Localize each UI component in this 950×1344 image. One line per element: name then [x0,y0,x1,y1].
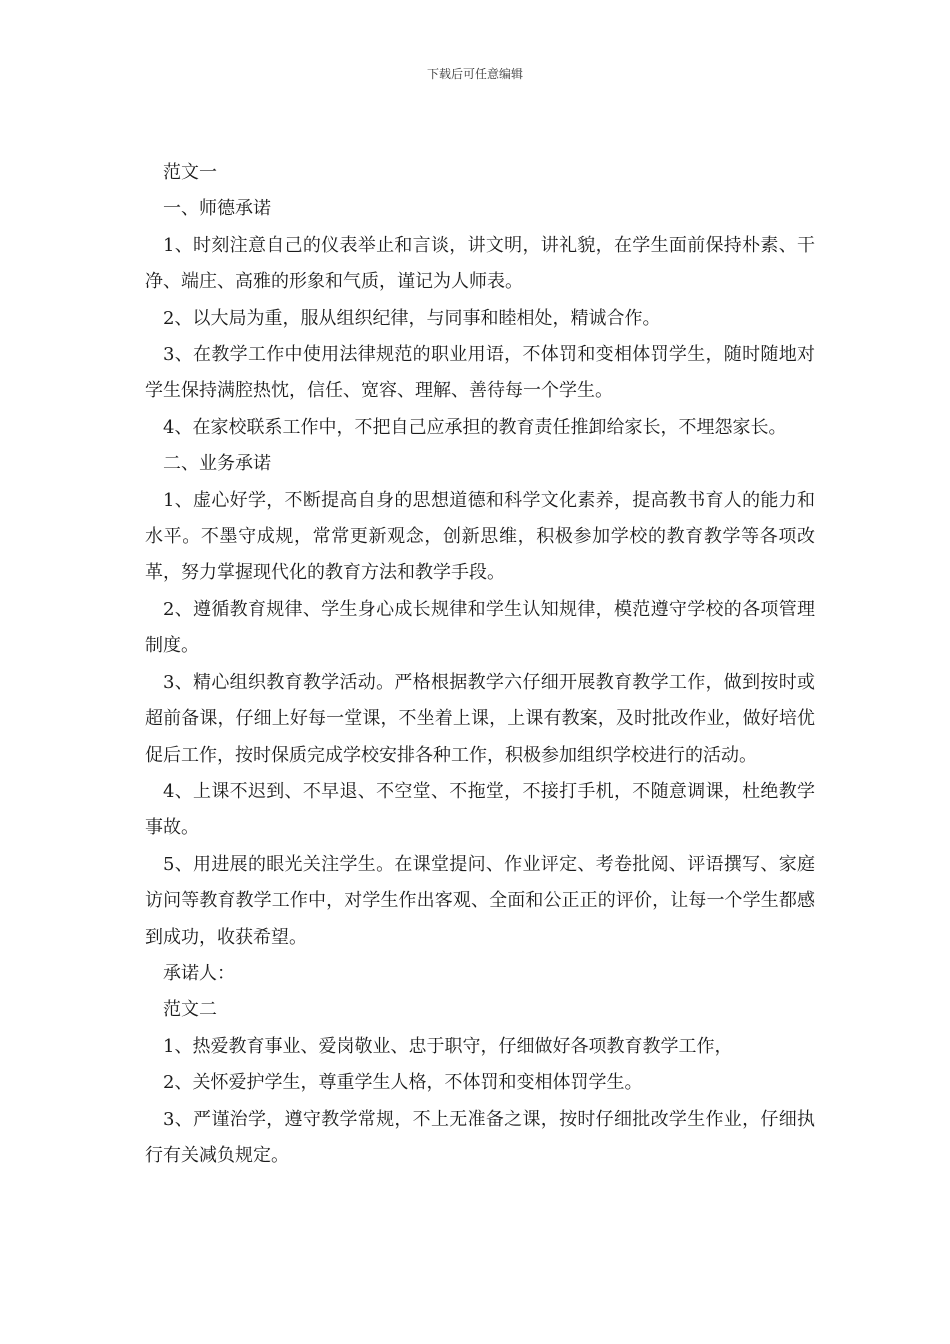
paragraph: 3、在教学工作中使用法律规范的职业用语，不体罚和变相体罚学生，随时随地对学生保持满腔热忱，信任、宽容、理解、善待每一个学生。 [145,344,815,402]
paragraph: 5、用进展的眼光关注学生。在课堂提问、作业评定、考卷批阅、评语撰写、家庭访问等教育教学工作中，对学生作出客观、全面和公正正的评价，让每一个学生都感到成功，收获希望。 [145,853,815,948]
heading-teacher-ethics-pledge: 一、师德承诺 [163,198,271,220]
paragraph: 4、在家校联系工作中，不把自己应承担的教育责任推卸给家长，不埋怨家长。 [163,416,787,438]
signature-label: 承诺人： [163,962,235,984]
section-title-sample-two: 范文二 [163,999,217,1021]
heading-professional-pledge: 二、业务承诺 [163,453,271,475]
section-title-sample-one: 范文一 [163,162,217,183]
paragraph: 4、上课不迟到、不早退、不空堂、不拖堂，不接打手机，不随意调课，杜绝教学事故。 [145,780,815,839]
paragraph: 2、关怀爱护学生，尊重学生人格，不体罚和变相体罚学生。 [163,1072,643,1094]
paragraph: 3、严谨治学，遵守教学常规，不上无准备之课，按时仔细批改学生作业，仔细执行有关减负规定。 [145,1108,815,1166]
paragraph: 1、热爱教育事业、爱岗敬业、忠于职守，仔细做好各项教育教学工作， [163,1035,733,1057]
paragraph: 1、虚心好学，不断提高自身的思想道德和科学文化素养，提高教书育人的能力和水平。不墨守成规，常常更新观念，创新思维，积极参加学校的教育教学等各项改革，努力掌握现代化的教育方法和教学手段。 [145,489,815,584]
paragraph: 3、精心组织教育教学活动。严格根据教学六仔细开展教育教学工作，做到按时或超前备课，仔细上好每一堂课，不坐着上课，上课有教案，及时批改作业，做好培优促后工作，按时保质完成学校安排各种工作，积极参加组织学校进行的活动。 [145,671,815,766]
paragraph: 2、遵循教育规律、学生身心成长规律和学生认知规律，模范遵守学校的各项管理制度。 [145,598,815,657]
page-header: 下载后可任意编辑 [426,67,523,81]
paragraph: 2、以大局为重，服从组织纪律，与同事和睦相处，精诚合作。 [163,307,661,329]
paragraph: 1、时刻注意自己的仪表举止和言谈，讲文明，讲礼貌，在学生面前保持朴素、干净、端庄、高雅的形象和气质，谨记为人师表。 [145,234,815,293]
document-body [145,155,815,1174]
